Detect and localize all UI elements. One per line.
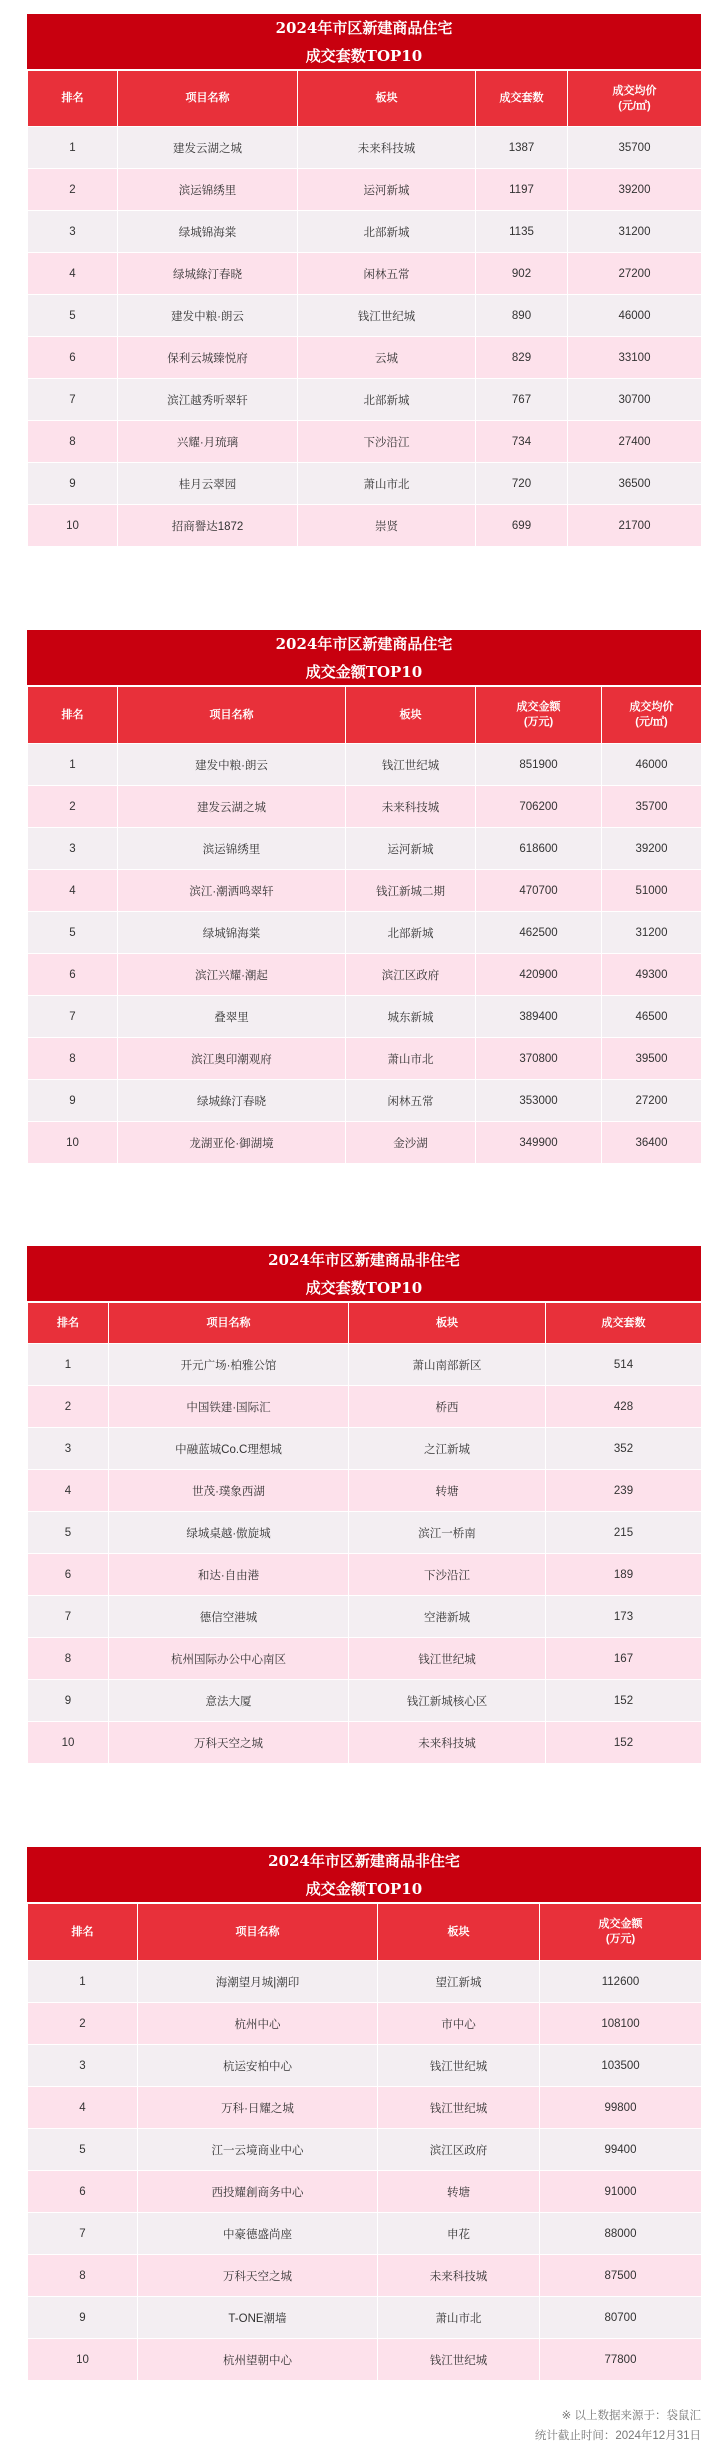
table-cell: 462500	[476, 912, 602, 954]
table-cell: 8	[28, 1638, 109, 1680]
table-cell: 215	[546, 1512, 702, 1554]
table-cell: 7	[28, 2213, 138, 2255]
table-cell: 2	[28, 2003, 138, 2045]
table-cell: 3	[28, 828, 118, 870]
table-cell: 35700	[602, 786, 702, 828]
table-row	[28, 169, 702, 211]
table-row	[28, 337, 702, 379]
table-cell: 钱江世纪城	[346, 744, 476, 786]
table-cell: 世茂·璞象西湖	[109, 1470, 349, 1512]
table-cell: 绿城綠汀春晓	[118, 253, 298, 295]
table-row	[28, 1512, 702, 1554]
table-row	[28, 1961, 702, 2003]
table-cell: 金沙湖	[346, 1122, 476, 1164]
table-cell: 1	[28, 1344, 109, 1386]
table-cell: 9	[28, 1680, 109, 1722]
table-cell: 720	[476, 463, 568, 505]
table-cell: 崇贤	[298, 505, 476, 547]
table-cell: 滨江区政府	[346, 954, 476, 996]
table-title-line2: 成交套数TOP10	[305, 47, 423, 65]
table-cell: 39200	[602, 828, 702, 870]
table-cell: 4	[28, 1470, 109, 1512]
table-cell: 万科天空之城	[138, 2255, 378, 2297]
table-cell: 7	[28, 1596, 109, 1638]
table-cell: 7	[28, 379, 118, 421]
column-header: 成交套数	[546, 1303, 702, 1344]
table-cell: 88000	[540, 2213, 702, 2255]
table-row	[28, 1638, 702, 1680]
table-cell: 46000	[602, 744, 702, 786]
column-header: 排名	[28, 1303, 109, 1344]
table-cell: 未来科技城	[346, 786, 476, 828]
column-header: 板块	[346, 687, 476, 744]
table-row	[28, 996, 702, 1038]
table-cell: 绿城锦海棠	[118, 912, 346, 954]
table-cell: 之江新城	[349, 1428, 546, 1470]
table-row	[28, 2339, 702, 2381]
table-cell: 申花	[378, 2213, 540, 2255]
table-title-line2: 成交金额TOP10	[305, 1880, 423, 1898]
table-cell: 420900	[476, 954, 602, 996]
table-cell: 萧山市北	[298, 463, 476, 505]
table-cell: 中豪德盛尚座	[138, 2213, 378, 2255]
column-header: 成交金额 (万元)	[476, 687, 602, 744]
table-row	[28, 1554, 702, 1596]
table-cell: 902	[476, 253, 568, 295]
table-row	[28, 2087, 702, 2129]
table-cell: 闲林五常	[298, 253, 476, 295]
table-cell: 转塘	[349, 1470, 546, 1512]
table-cell: 10	[28, 2339, 138, 2381]
column-header: 板块	[349, 1303, 546, 1344]
column-header: 板块	[378, 1904, 540, 1961]
table-row	[28, 870, 702, 912]
table-title-line1: 2024年市区新建商品住宅	[275, 19, 453, 37]
table-cell: 萧山市北	[378, 2297, 540, 2339]
table-cell: 北部新城	[346, 912, 476, 954]
table-cell: 建发中粮·朗云	[118, 744, 346, 786]
table-cell: T-ONE潮墙	[138, 2297, 378, 2339]
table-row	[28, 786, 702, 828]
table-cell: 海潮望月城|潮印	[138, 1961, 378, 2003]
table-cell: 滨江兴耀·潮起	[118, 954, 346, 996]
table-row	[28, 421, 702, 463]
table-cell: 46000	[568, 295, 702, 337]
table-row	[28, 1596, 702, 1638]
column-header: 排名	[28, 1904, 138, 1961]
table-cell: 杭运安柏中心	[138, 2045, 378, 2087]
table-cell: 31200	[602, 912, 702, 954]
table-cell: 德信空港城	[109, 1596, 349, 1638]
table-cell: 734	[476, 421, 568, 463]
table-cell: 890	[476, 295, 568, 337]
table-cell: 9	[28, 463, 118, 505]
column-header: 板块	[298, 71, 476, 127]
table-row	[28, 2003, 702, 2045]
table-cell: 万科天空之城	[109, 1722, 349, 1764]
table-cell: 钱江世纪城	[378, 2339, 540, 2381]
table-cell: 5	[28, 1512, 109, 1554]
table-cell: 北部新城	[298, 379, 476, 421]
table-cell: 杭州国际办公中心南区	[109, 1638, 349, 1680]
table-cell: 239	[546, 1470, 702, 1512]
table-row	[28, 1386, 702, 1428]
table-cell: 滨江越秀听翠轩	[118, 379, 298, 421]
column-header: 项目名称	[109, 1303, 349, 1344]
table-cell: 699	[476, 505, 568, 547]
table-row	[28, 505, 702, 547]
table-residential-amount	[27, 630, 701, 1164]
table-cell: 钱江新城核心区	[349, 1680, 546, 1722]
table-cell: 1135	[476, 211, 568, 253]
table-row	[28, 1080, 702, 1122]
table-cell: 36500	[568, 463, 702, 505]
table-cell: 4	[28, 253, 118, 295]
table-cell: 108100	[540, 2003, 702, 2045]
table-cell: 意法大厦	[109, 1680, 349, 1722]
column-header: 成交均价 (元/㎡)	[568, 71, 702, 127]
table-row	[28, 253, 702, 295]
table-title-line2: 成交金额TOP10	[305, 663, 423, 681]
table-cell: 钱江世纪城	[378, 2045, 540, 2087]
table-cell: 46500	[602, 996, 702, 1038]
table-cell: 36400	[602, 1122, 702, 1164]
table-cell: 下沙沿江	[349, 1554, 546, 1596]
table-cell: 49300	[602, 954, 702, 996]
header-row	[28, 687, 702, 744]
table-cell: 钱江世纪城	[378, 2087, 540, 2129]
data-table	[27, 70, 702, 547]
table-cell: 470700	[476, 870, 602, 912]
table-cell: 152	[546, 1680, 702, 1722]
table-title-line1: 2024年市区新建商品住宅	[275, 635, 453, 653]
table-cell: 闲林五常	[346, 1080, 476, 1122]
table-cell: 30700	[568, 379, 702, 421]
table-cell: 8	[28, 1038, 118, 1080]
table-nonresidential-amount	[27, 1847, 701, 2381]
table-cell: 钱江新城二期	[346, 870, 476, 912]
table-cell: 4	[28, 2087, 138, 2129]
table-cell: 370800	[476, 1038, 602, 1080]
table-row	[28, 2213, 702, 2255]
table-cell: 运河新城	[346, 828, 476, 870]
table-cell: 9	[28, 2297, 138, 2339]
table-cell: 353000	[476, 1080, 602, 1122]
data-table	[27, 1302, 702, 1764]
table-cell: 112600	[540, 1961, 702, 2003]
table-cell: 173	[546, 1596, 702, 1638]
table-cell: 江一云境商业中心	[138, 2129, 378, 2171]
header-row	[28, 1904, 702, 1961]
table-cell: 99800	[540, 2087, 702, 2129]
table-cell: 91000	[540, 2171, 702, 2213]
table-cell: 5	[28, 2129, 138, 2171]
table-cell: 未来科技城	[349, 1722, 546, 1764]
table-cell: 中国铁建·国际汇	[109, 1386, 349, 1428]
table-cell: 1387	[476, 127, 568, 169]
table-cell: 滨运锦绣里	[118, 828, 346, 870]
table-cell: 6	[28, 954, 118, 996]
table-cell: 1197	[476, 169, 568, 211]
header-row	[28, 1303, 702, 1344]
table-cell: 钱江世纪城	[298, 295, 476, 337]
table-cell: 6	[28, 1554, 109, 1596]
table-row	[28, 1122, 702, 1164]
table-cell: 167	[546, 1638, 702, 1680]
table-cell: 1	[28, 744, 118, 786]
table-cell: 851900	[476, 744, 602, 786]
table-cell: 706200	[476, 786, 602, 828]
column-header: 成交套数	[476, 71, 568, 127]
table-cell: 10	[28, 505, 118, 547]
table-cell: 绿城綠汀春晓	[118, 1080, 346, 1122]
table-cell: 39200	[568, 169, 702, 211]
table-cell: 城东新城	[346, 996, 476, 1038]
table-cell: 618600	[476, 828, 602, 870]
column-header: 排名	[28, 71, 118, 127]
table-cell: 北部新城	[298, 211, 476, 253]
table-cell: 开元广场·柏雅公馆	[109, 1344, 349, 1386]
table-title	[27, 1847, 701, 1903]
table-cell: 6	[28, 337, 118, 379]
table-row	[28, 1680, 702, 1722]
table-nonresidential-units	[27, 1246, 701, 1764]
table-cell: 7	[28, 996, 118, 1038]
table-cell: 保利云城臻悦府	[118, 337, 298, 379]
table-cell: 31200	[568, 211, 702, 253]
table-cell: 99400	[540, 2129, 702, 2171]
table-cell: 9	[28, 1080, 118, 1122]
table-row	[28, 744, 702, 786]
table-cell: 龙湖亚伦·御湖境	[118, 1122, 346, 1164]
table-residential-units	[27, 14, 701, 547]
table-cell: 建发中粮·朗云	[118, 295, 298, 337]
table-title	[27, 630, 701, 686]
table-cell: 27200	[568, 253, 702, 295]
table-cell: 428	[546, 1386, 702, 1428]
table-cell: 2	[28, 169, 118, 211]
table-cell: 杭州中心	[138, 2003, 378, 2045]
data-source-note: ※ 以上数据来源于：袋鼠汇	[561, 2410, 701, 2422]
table-cell: 滨江区政府	[378, 2129, 540, 2171]
data-table	[27, 686, 702, 1164]
table-cell: 349900	[476, 1122, 602, 1164]
table-cell: 钱江世纪城	[349, 1638, 546, 1680]
table-cell: 桂月云翠园	[118, 463, 298, 505]
table-cell: 运河新城	[298, 169, 476, 211]
table-title-line2: 成交套数TOP10	[305, 1279, 423, 1297]
table-row	[28, 2255, 702, 2297]
table-cell: 767	[476, 379, 568, 421]
table-cell: 望江新城	[378, 1961, 540, 2003]
table-cell: 滨江·潮洒鸣翠轩	[118, 870, 346, 912]
table-cell: 建发云湖之城	[118, 127, 298, 169]
table-cell: 叠翠里	[118, 996, 346, 1038]
column-header: 项目名称	[118, 71, 298, 127]
table-row	[28, 463, 702, 505]
table-cell: 514	[546, 1344, 702, 1386]
table-cell: 21700	[568, 505, 702, 547]
table-cell: 未来科技城	[298, 127, 476, 169]
table-cell: 1	[28, 127, 118, 169]
column-header: 项目名称	[118, 687, 346, 744]
table-row	[28, 1344, 702, 1386]
table-cell: 389400	[476, 996, 602, 1038]
table-cell: 4	[28, 870, 118, 912]
table-cell: 6	[28, 2171, 138, 2213]
table-cell: 352	[546, 1428, 702, 1470]
table-cell: 西投耀創商务中心	[138, 2171, 378, 2213]
table-cell: 2	[28, 1386, 109, 1428]
table-row	[28, 1722, 702, 1764]
table-row	[28, 1038, 702, 1080]
table-cell: 兴耀·月琉璃	[118, 421, 298, 463]
table-row	[28, 295, 702, 337]
table-cell: 189	[546, 1554, 702, 1596]
table-cell: 8	[28, 2255, 138, 2297]
table-cell: 51000	[602, 870, 702, 912]
table-cell: 招商譽达1872	[118, 505, 298, 547]
table-cell: 27200	[602, 1080, 702, 1122]
table-cell: 27400	[568, 421, 702, 463]
header-row	[28, 71, 702, 127]
table-cell: 和达·自由港	[109, 1554, 349, 1596]
table-title-line1: 2024年市区新建商品非住宅	[268, 1251, 460, 1269]
table-cell: 5	[28, 295, 118, 337]
table-row	[28, 211, 702, 253]
table-row	[28, 1470, 702, 1512]
table-cell: 万科·日耀之城	[138, 2087, 378, 2129]
table-row	[28, 1428, 702, 1470]
table-cell: 绿城锦海棠	[118, 211, 298, 253]
table-cell: 39500	[602, 1038, 702, 1080]
table-cell: 下沙沿江	[298, 421, 476, 463]
table-cell: 滨运锦绣里	[118, 169, 298, 211]
table-cell: 8	[28, 421, 118, 463]
table-row	[28, 2129, 702, 2171]
table-cell: 80700	[540, 2297, 702, 2339]
table-cell: 萧山市北	[346, 1038, 476, 1080]
table-row	[28, 828, 702, 870]
column-header: 成交均价 (元/㎡)	[602, 687, 702, 744]
table-cell: 87500	[540, 2255, 702, 2297]
column-header: 项目名称	[138, 1904, 378, 1961]
footer	[535, 2406, 701, 2446]
table-row	[28, 2297, 702, 2339]
table-cell: 转塘	[378, 2171, 540, 2213]
table-cell: 绿城桌越·傲旋城	[109, 1512, 349, 1554]
table-cell: 杭州望朝中心	[138, 2339, 378, 2381]
table-cell: 1	[28, 1961, 138, 2003]
table-cell: 3	[28, 2045, 138, 2087]
table-title	[27, 14, 701, 70]
table-cell: 829	[476, 337, 568, 379]
table-cell: 滨江一桥南	[349, 1512, 546, 1554]
table-cell: 3	[28, 211, 118, 253]
table-cell: 萧山南部新区	[349, 1344, 546, 1386]
column-header: 成交金额 (万元)	[540, 1904, 702, 1961]
table-cell: 10	[28, 1122, 118, 1164]
table-title-line1: 2024年市区新建商品非住宅	[268, 1852, 460, 1870]
table-cell: 33100	[568, 337, 702, 379]
table-cell: 103500	[540, 2045, 702, 2087]
table-row	[28, 2045, 702, 2087]
table-cell: 未来科技城	[378, 2255, 540, 2297]
table-row	[28, 127, 702, 169]
table-cell: 77800	[540, 2339, 702, 2381]
table-cell: 5	[28, 912, 118, 954]
table-row	[28, 954, 702, 996]
table-row	[28, 2171, 702, 2213]
data-table	[27, 1903, 702, 2381]
table-row	[28, 912, 702, 954]
cutoff-date-note: 统计截止时间：2024年12月31日	[534, 2430, 701, 2442]
table-cell: 35700	[568, 127, 702, 169]
table-cell: 3	[28, 1428, 109, 1470]
table-cell: 10	[28, 1722, 109, 1764]
table-row	[28, 379, 702, 421]
table-title	[27, 1246, 701, 1302]
table-cell: 中融蓝城Co.C理想城	[109, 1428, 349, 1470]
table-cell: 滨江奥印潮观府	[118, 1038, 346, 1080]
table-cell: 空港新城	[349, 1596, 546, 1638]
table-cell: 建发云湖之城	[118, 786, 346, 828]
table-cell: 云城	[298, 337, 476, 379]
column-header: 排名	[28, 687, 118, 744]
table-cell: 市中心	[378, 2003, 540, 2045]
table-cell: 2	[28, 786, 118, 828]
table-cell: 152	[546, 1722, 702, 1764]
table-cell: 桥西	[349, 1386, 546, 1428]
